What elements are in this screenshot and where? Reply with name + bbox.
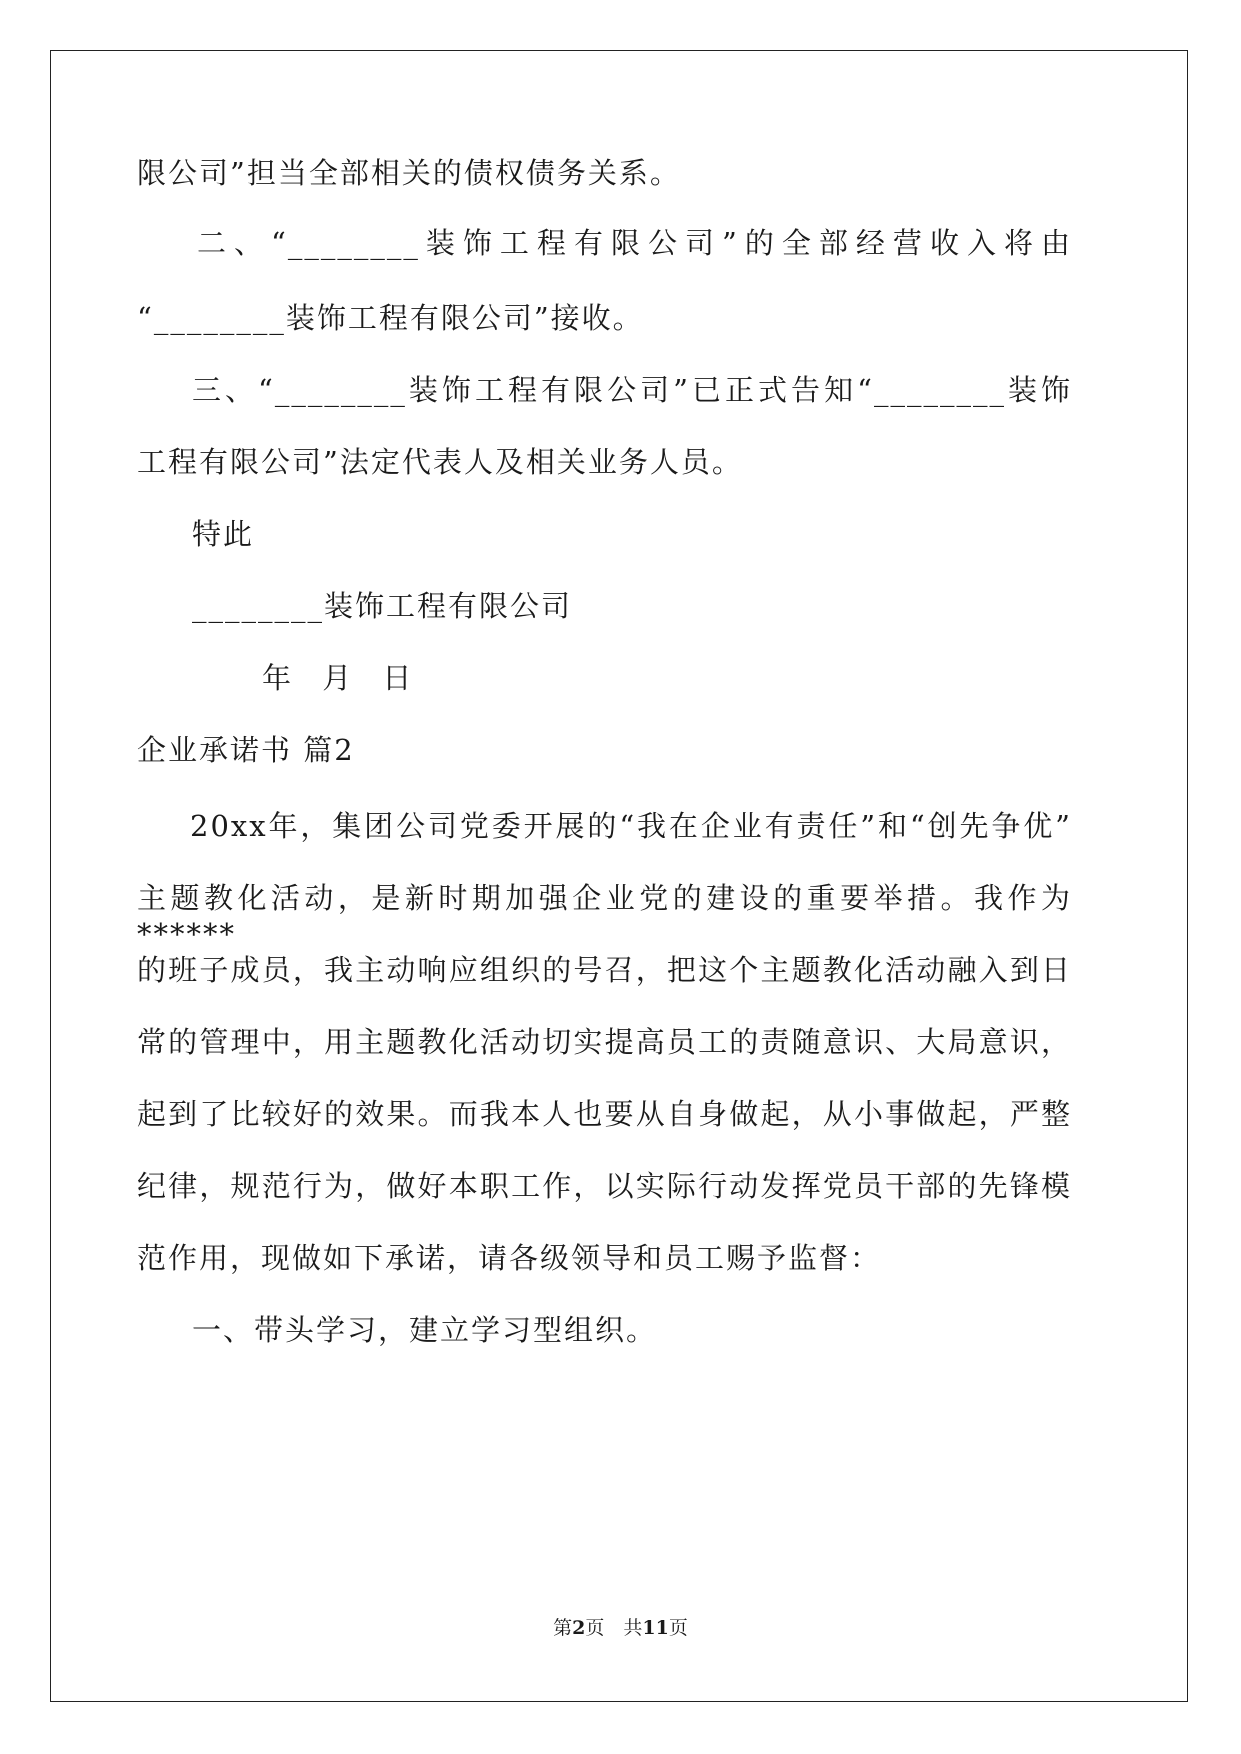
text-line-12: 的班子成员，我主动响应组织的号召，把这个主题教化活动融入到日: [137, 953, 1072, 987]
section-heading: 企业承诺书 篇2: [137, 733, 355, 767]
signature-company: ________装饰工程有限公司: [192, 589, 573, 623]
text-line-3: “________装饰工程有限公司”接收。: [137, 301, 644, 335]
text-line-1: 限公司”担当全部相关的债权债务关系。: [137, 156, 681, 190]
text-line-16: 范作用，现做如下承诺，请各级领导和员工赐予监督：: [137, 1241, 882, 1275]
footer-mid: 页 共: [585, 1617, 643, 1639]
text-line-15: 纪律，规范行为，做好本职工作，以实际行动发挥党员干部的先锋模: [137, 1169, 1072, 1203]
footer-current-page: 2: [572, 1617, 586, 1639]
page-frame: [50, 50, 1188, 1702]
footer-suffix: 页: [668, 1617, 688, 1639]
text-line-5: 工程有限公司”法定代表人及相关业务人员。: [137, 445, 743, 479]
text-line-6: 特此: [192, 517, 255, 551]
text-line-13: 常的管理中，用主题教化活动切实提高员工的责随意识、大局意识，: [137, 1025, 1072, 1059]
text-line-17: 一、带头学习，建立学习型组织。: [192, 1313, 658, 1347]
text-line-11: 主题教化活动，是新时期加强企业党的建设的重要举措。我作为******: [137, 881, 1072, 951]
text-line-2: 二、“________装饰工程有限公司”的全部经营收入将由: [197, 226, 1072, 260]
page-number-footer: [0, 1616, 1241, 1640]
text-line-14: 起到了比较好的效果。而我本人也要从自身做起，从小事做起，严整: [137, 1097, 1072, 1131]
footer-total-pages: 11: [642, 1617, 669, 1639]
signature-date: 年 月 日: [262, 661, 414, 695]
footer-prefix: 第: [553, 1617, 573, 1639]
text-line-10: 20xx年，集团公司党委开展的“我在企业有责任”和“创先争优”: [190, 809, 1072, 843]
text-line-4: 三、“________装饰工程有限公司”已正式告知“________装饰: [192, 373, 1072, 407]
